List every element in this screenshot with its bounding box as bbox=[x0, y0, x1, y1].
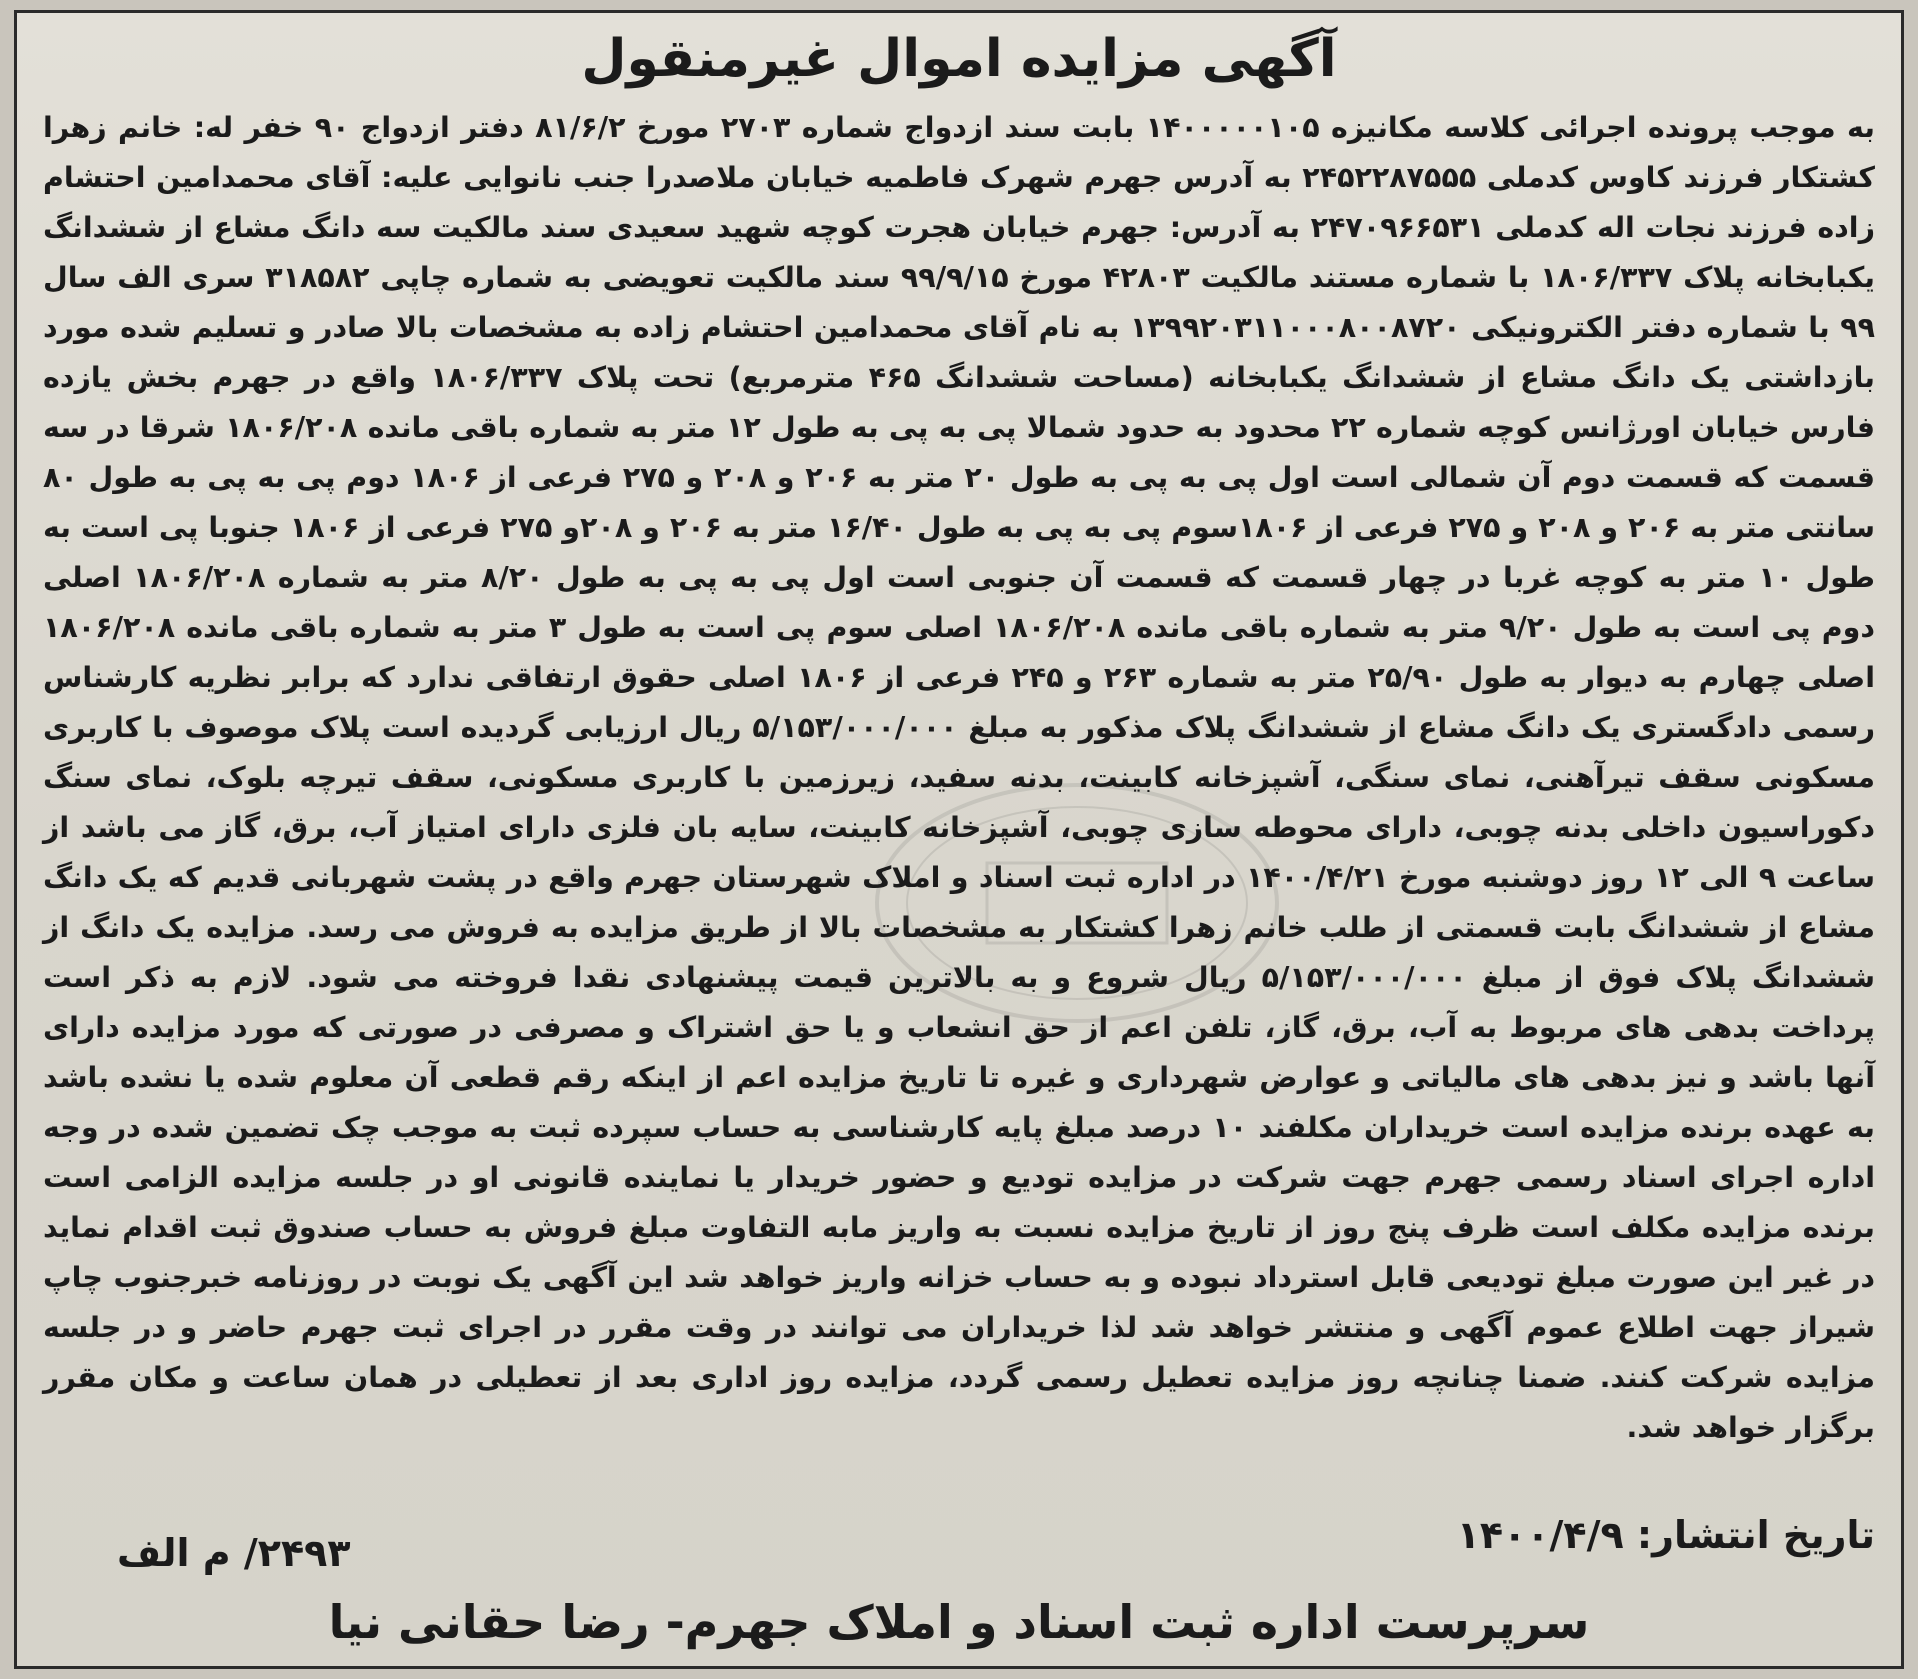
notice-footer bbox=[47, 1505, 1875, 1575]
notice-title: آگهی مزایده اموال غیرمنقول bbox=[581, 29, 1337, 89]
ad-code: ۲۴۹۳/ م الف bbox=[117, 1531, 351, 1575]
notice-body: به موجب پرونده اجرائی کلاسه مکانیزه ۱۴۰۰۰۰۰۱۰۵ بابت سند ازدواج شماره ۲۷۰۳ مورخ ۸۱/۶/۲ دفتر ازدواج ۹۰ خفر له: خانم زهرا کشتکار فرزند کاوس کدملی ۲۴۵۲۲۸۷۵۵۵ به آدرس جهرم شهرک فاطمیه خیابان ملاصدرا جنب نانوایی علیه: آقای محمدامین احتشام زاده فرزند نجات اله کدملی ۲۴۷۰۹۶۶۵۳۱ به آدرس: جهرم خیابان هجرت کوچه شهید سعیدی سند مالکیت سه دانگ مشاع از ششدانگ یکبابخانه پلاک ۱۸۰۶/۳۳۷ با شماره مستند مالکیت ۴۲۸۰۳ مورخ ۹۹/۹/۱۵ سند مالکیت تعویضی به شماره چاپی ۳۱۸۵۸۲ سری الف سال ۹۹ با شماره دفتر الکترونیکی ۱۳۹۹۲۰۳۱۱۰۰۰۸۰۰۸۷۲۰ به نام آقای محمدامین احتشام زاده به مشخصات بالا صادر و تسلیم شده مورد بازداشتی یک دانگ مشاع از ششدانگ یکبابخانه (مساحت ششدانگ ۴۶۵ مترمربع) تحت پلاک ۱۸۰۶/۳۳۷ واقع در جهرم بخش یازده فارس خیابان اورژانس کوچه شماره ۲۲ محدود به حدود شمالا پی به پی به طول ۱۲ متر به شماره باقی مانده ۱۸۰۶/۲۰۸ شرقا در سه قسمت که قسمت دوم آن شمالی است اول پی به پی به طول ۲۰ متر به ۲۰۶ و ۲۰۸ و ۲۷۵ فرعی از ۱۸۰۶ دوم پی به پی به طول ۸۰ سانتی متر به ۲۰۶ و ۲۰۸ و ۲۷۵ فرعی از ۱۸۰۶سوم پی به پی به طول ۱۶/۴۰ متر به ۲۰۶ و ۲۰۸و ۲۷۵ فرعی از ۱۸۰۶ جنوبا پی است به طول ۱۰ متر به کوچه غربا در چهار قسمت که قسمت آن جنوبی است اول پی به پی به طول ۸/۲۰ متر به شماره ۱۸۰۶/۲۰۸ اصلی دوم پی است به طول ۹/۲۰ متر به شماره باقی مانده ۱۸۰۶/۲۰۸ اصلی سوم پی است به طول ۳ متر به شماره باقی مانده ۱۸۰۶/۲۰۸ اصلی چهارم به دیوار به طول ۲۵/۹۰ متر به شماره ۲۶۳ و ۲۴۵ فرعی از ۱۸۰۶ اصلی حقوق ارتفاقی ندارد که برابر نظریه کارشناس رسمی دادگستری یک دانگ مشاع از ششدانگ پلاک مذکور به مبلغ ۵/۱۵۳/۰۰۰/۰۰۰ ریال ارزیابی گردیده است پلاک موصوف با کاربری مسکونی سقف تیرآهنی، نمای سنگی، آشپزخانه کابینت، بدنه سفید، زیرزمین با کاربری مسکونی، سقف تیرچه بلوک، نمای سنگ دکوراسیون داخلی بدنه چوبی، دارای محوطه سازی چوبی، آشپزخانه کابینت، سایه بان فلزی دارای امتیاز آب، برق، گاز می باشد از ساعت ۹ الی ۱۲ روز دوشنبه مورخ ۱۴۰۰/۴/۲۱ در اداره ثبت اسناد و املاک شهرستان جهرم واقع در پشت شهربانی قدیم که یک دانگ مشاع از ششدانگ بابت قسمتی از طلب خانم زهرا کشتکار به مشخصات بالا از طریق مزایده به فروش می رسد. مزایده یک دانگ از ششدانگ پلاک فوق از مبلغ ۵/۱۵۳/۰۰۰/۰۰۰ ریال شروع و به بالاترین قیمت پیشنهادی نقدا فروخته می شود. لازم به ذکر است پرداخت بدهی های مربوط به آب، برق، گاز، تلفن اعم از حق انشعاب و یا حق اشتراک و مصرفی در صورتی که مورد مزایده دارای آنها باشد و نیز بدهی های مالیاتی و عوارض شهرداری و غیره تا تاریخ مزایده اعم از اینکه رقم قطعی آن معلوم شده یا نشده باشد به عهده برنده مزایده است خریداران مکلفند ۱۰ درصد مبلغ پایه کارشناسی به حساب سپرده ثبت به موجب چک تضمین شده در وجه اداره اجرای اسناد رسمی جهرم جهت شرکت در مزایده تودیع و حضور خریدار یا نماینده قانونی او در جلسه مزایده الزامی است برنده مزایده مکلف است ظرف پنج روز از تاریخ مزایده نسبت به واریز مابه التفاوت مبلغ فروش به حساب صندوق ثبت اقدام نماید در غیر این صورت مبلغ تودیعی قابل استرداد نبوده و به حساب خزانه واریز خواهد شد این آگهی یک نوبت در روزنامه خبرجنوب چاپ شیراز جهت اطلاع عموم آگهی و منتشر خواهد شد لذا خریداران می توانند در وقت مقرر در اجرای ثبت جهرم حاضر و در جلسه مزایده شرکت کنند. ضمنا چنانچه روز مزایده تعطیل رسمی گردد، مزایده روز اداری بعد از تعطیلی در همان ساعت و مکان مقرر برگزار خواهد شد. bbox=[43, 111, 1876, 1444]
signature-line: سرپرست اداره ثبت اسناد و املاک جهرم- رضا حقانی نیا bbox=[328, 1595, 1590, 1649]
publication-date: تاریخ انتشار: ۱۴۰۰/۴/۹ bbox=[1456, 1513, 1875, 1557]
auction-notice-clipping bbox=[14, 10, 1904, 1669]
